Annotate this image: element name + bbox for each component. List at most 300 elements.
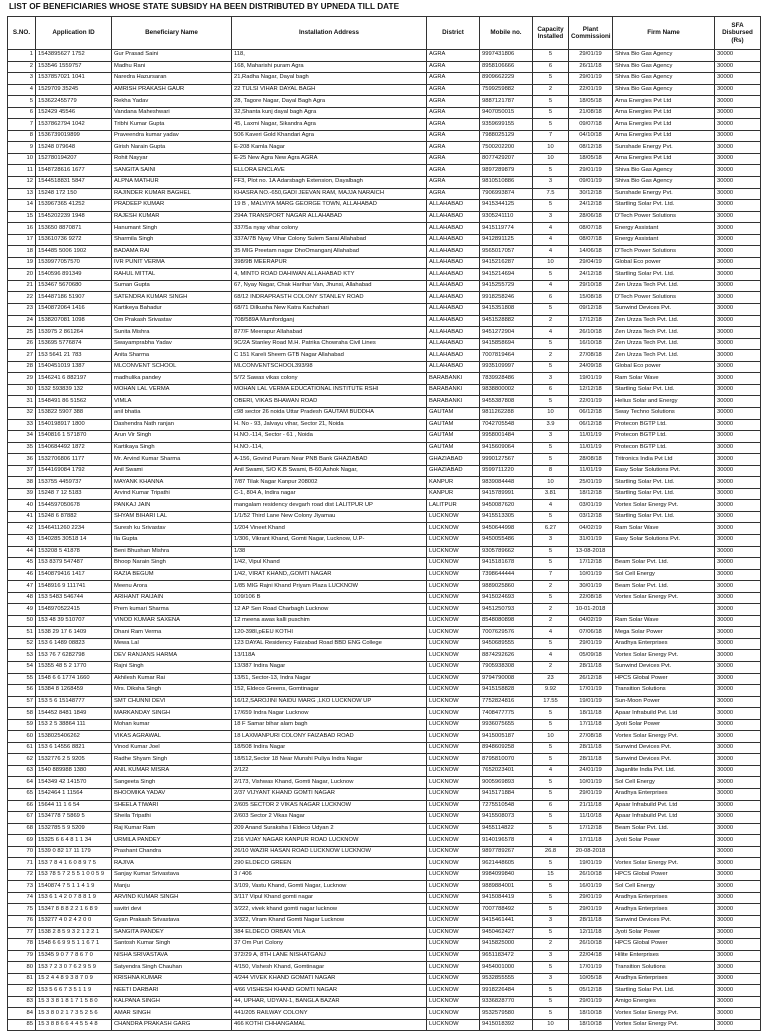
cell-firm-name: Vortex Solar Energy Pvt. [613,500,715,512]
cell-mobile-no: 9450644998 [480,523,533,535]
cell-installation-address: 21,Radha Nagar, Dayal bagh [232,73,427,85]
cell-capacity-installed: 5 [533,361,569,373]
cell-plant-commissioning: 17/11/18 [569,719,613,731]
cell-plant-commissioning: 27/08/18 [569,350,613,362]
cell-application-id: 1534778 7 5869 5 [36,812,112,824]
cell-installation-address: 708/589A Mumfordganj [232,315,427,327]
cell-installation-address: 3 / 406 [232,869,427,881]
cell-application-id: 15 2 4 4 8 9 3 8 7 0 9 [36,973,112,985]
cell-sno: 57 [8,696,36,708]
col-beneficiary-name-header: Beneficiary Name [112,17,232,50]
cell-beneficiary-name: Mohan kumar [112,719,232,731]
cell-application-id: 153467 5670680 [36,280,112,292]
cell-district: LUCKNOW [427,765,480,777]
cell-plant-commissioning: 29/01/19 [569,165,613,177]
cell-installation-address: 216 VIJAY NAGAR KANPUR ROAD LUCKNOW [232,835,427,847]
cell-firm-name: Sunwind Devices Pvt. [613,304,715,316]
cell-district: LUCKNOW [427,950,480,962]
col-district-header: District [427,17,480,50]
cell-plant-commissioning: 27/08/18 [569,731,613,743]
cell-capacity-installed: 10 [533,142,569,154]
cell-firm-name: Zen Urzza Tech Pvt. Ltd. [613,315,715,327]
cell-sno: 52 [8,638,36,650]
cell-installation-address: 4/244 VIVEK KHAND GOMATI NAGAR [232,973,427,985]
cell-district: LUCKNOW [427,719,480,731]
cell-installation-address: FF3, Plot no. 1A Adarsbagh Extension, Dayalbagh [232,177,427,189]
cell-beneficiary-name: AMAR SINGH [112,1008,232,1020]
cell-mobile-no: 9889025860 [480,581,533,593]
cell-sno: 58 [8,708,36,720]
cell-mobile-no: 9532579580 [480,1008,533,1020]
cell-firm-name: Helius Solar and Energy [613,396,715,408]
table-row [8,407,761,419]
cell-sfa-disbursed: 30000 [715,777,761,789]
cell-beneficiary-name: Suman Gupta [112,280,232,292]
cell-district: LUCKNOW [427,615,480,627]
table-row [8,304,761,316]
cell-firm-name: Arna Energies Pvt Ltd [613,119,715,131]
cell-sfa-disbursed: 30000 [715,246,761,258]
cell-sfa-disbursed: 30000 [715,488,761,500]
cell-firm-name: Apaar Infrabuild Pvt. Ltd [613,800,715,812]
cell-sfa-disbursed: 30000 [715,142,761,154]
cell-sfa-disbursed: 30000 [715,338,761,350]
cell-installation-address: c98 sector 26 noida Uttar Pradesh GAUTAM BUDDHA [232,407,427,419]
cell-sno: 73 [8,881,36,893]
cell-application-id: 1536739019899 [36,130,112,142]
cell-capacity-installed: 2 [533,350,569,362]
cell-sfa-disbursed: 30000 [715,50,761,62]
cell-application-id: 153975 2 861264 [36,327,112,339]
cell-installation-address: 2/122 [232,765,427,777]
cell-sfa-disbursed: 30000 [715,280,761,292]
cell-sfa-disbursed: 30000 [715,754,761,766]
cell-application-id: 1540451019 1387 [36,361,112,373]
cell-sfa-disbursed: 30000 [715,73,761,85]
col-sfa-disbursed-header: SFA Disbursed (Rs) [715,17,761,50]
cell-firm-name: Jyoti Solar Power [613,719,715,731]
table-row [8,789,761,801]
cell-firm-name: Easy Solar Solutions Pvt. [613,534,715,546]
cell-capacity-installed: 3 [533,916,569,928]
cell-firm-name: Vortex Solar Energy Pvt. [613,858,715,870]
cell-mobile-no: 8795810070 [480,754,533,766]
table-row [8,835,761,847]
cell-installation-address: 120-398I,pEEU KOTHI [232,627,427,639]
table-row [8,569,761,581]
cell-capacity-installed: 6 [533,384,569,396]
cell-beneficiary-name: Satyendra Singh Chauhan [112,962,232,974]
cell-beneficiary-name: BADAMA RAI [112,246,232,258]
cell-plant-commissioning: 08/07/18 [569,223,613,235]
table-row [8,696,761,708]
cell-sfa-disbursed: 30000 [715,581,761,593]
cell-firm-name: Shiva Bio Gas Agency [613,177,715,189]
table-row [8,511,761,523]
cell-sfa-disbursed: 30000 [715,130,761,142]
cell-district: ALLAHABAD [427,338,480,350]
cell-mobile-no: 9565017057 [480,246,533,258]
cell-mobile-no: 9887121787 [480,96,533,108]
cell-district: GHAZIABAD [427,454,480,466]
cell-sno: 45 [8,558,36,570]
cell-application-id: 153 48 39 510707 [36,615,112,627]
cell-beneficiary-name: madhulika pandey [112,373,232,385]
cell-sno: 44 [8,546,36,558]
cell-firm-name: Zen Urzza Tech Pvt. Ltd. [613,280,715,292]
table-row [8,638,761,650]
cell-sfa-disbursed: 30000 [715,477,761,489]
cell-application-id: 15355 48 5 2 1770 [36,661,112,673]
cell-capacity-installed: 6 [533,800,569,812]
cell-sno: 34 [8,431,36,443]
cell-mobile-no: 9412891125 [480,234,533,246]
cell-plant-commissioning: 09/01/19 [569,177,613,189]
table-row [8,234,761,246]
cell-installation-address: 28, Tagore Nagar, Dayal Bagh Agra [232,96,427,108]
cell-sfa-disbursed: 30000 [715,350,761,362]
cell-plant-commissioning: 06/12/18 [569,419,613,431]
cell-sfa-disbursed: 30000 [715,511,761,523]
cell-application-id: 15 3 8 8 6 6 4 4 5 5 4 8 [36,1019,112,1031]
cell-beneficiary-name: VINOD KUMAR SAXENA [112,615,232,627]
cell-installation-address: MOHAN LAL VERMA EDUCATIONAL INSTITUTE RSHI [232,384,427,396]
cell-installation-address: 32,Shanta kunj dayal bagh Agra [232,107,427,119]
cell-application-id: 15248 079648 [36,142,112,154]
cell-firm-name: Hilite Enterprises [613,950,715,962]
cell-district: LUCKNOW [427,558,480,570]
cell-application-id: 15345 9 0 7 7 8 6 7 0 [36,950,112,962]
cell-mobile-no: 9936075655 [480,719,533,731]
cell-district: LUCKNOW [427,592,480,604]
cell-sno: 51 [8,627,36,639]
cell-plant-commissioning: 07/06/18 [569,627,613,639]
cell-capacity-installed: 5 [533,107,569,119]
cell-capacity-installed: 5 [533,454,569,466]
cell-mobile-no: 9415024693 [480,592,533,604]
cell-sfa-disbursed: 30000 [715,812,761,824]
cell-sfa-disbursed: 30000 [715,869,761,881]
cell-beneficiary-name: Arvind Kumar Tripathi [112,488,232,500]
cell-mobile-no: 8874292626 [480,650,533,662]
cell-sfa-disbursed: 30000 [715,1008,761,1020]
cell-plant-commissioning: 12/11/18 [569,927,613,939]
cell-plant-commissioning: 04/10/18 [569,130,613,142]
cell-application-id: 1545202239 1948 [36,211,112,223]
cell-beneficiary-name: Rekha Yadav [112,96,232,108]
cell-beneficiary-name: SATENDRA KUMAR SINGH [112,292,232,304]
cell-beneficiary-name: Naredra Hazursaran [112,73,232,85]
cell-capacity-installed: 6.27 [533,523,569,535]
cell-district: AGRA [427,84,480,96]
cell-application-id: 153622455779 [36,96,112,108]
cell-mobile-no: 9897289879 [480,165,533,177]
cell-district: LUCKNOW [427,892,480,904]
cell-plant-commissioning: 11/01/19 [569,442,613,454]
table-row [8,904,761,916]
cell-sfa-disbursed: 30000 [715,881,761,893]
cell-plant-commissioning: 29/01/19 [569,789,613,801]
cell-sno: 11 [8,165,36,177]
cell-mobile-no: 9415018392 [480,1019,533,1031]
cell-beneficiary-name: PANKAJ JAIN [112,500,232,512]
cell-application-id: 154487186 51907 [36,292,112,304]
cell-sno: 15 [8,211,36,223]
cell-district: LUCKNOW [427,742,480,754]
cell-plant-commissioning: 30/12/18 [569,188,613,200]
cell-application-id: 153650 8870871 [36,223,112,235]
cell-application-id: 1540684492 1872 [36,442,112,454]
cell-installation-address: 18/512,Sector 18 Near Munshi Puliya Indra Nagar [232,754,427,766]
cell-sno: 70 [8,846,36,858]
cell-installation-address: 1/85 MIG Rajni Khand Priyam Plaza LUCKNOW [232,581,427,593]
cell-mobile-no: 8077429207 [480,153,533,165]
cell-mobile-no: 9450055486 [480,534,533,546]
cell-beneficiary-name: Rohit Nayyar [112,153,232,165]
cell-mobile-no: 9415255729 [480,280,533,292]
cell-district: LUCKNOW [427,685,480,697]
cell-installation-address: 68/12 INDRAPRASTH COLONY STANLEY ROAD [232,292,427,304]
cell-capacity-installed: 5 [533,592,569,604]
cell-firm-name: Startling Solar Pvt. Ltd. [613,511,715,523]
cell-plant-commissioning: 17/12/18 [569,823,613,835]
cell-application-id: 1538 2 8 5 9 3 2 1 2 2 1 [36,927,112,939]
cell-application-id: 1537862794 1042 [36,119,112,131]
cell-capacity-installed: 10 [533,731,569,743]
cell-application-id: 1543895627 1752 [36,50,112,62]
cell-firm-name: Sunwind Devices Pvt. [613,742,715,754]
cell-beneficiary-name: Ila Gupta [112,534,232,546]
cell-installation-address: 152, Eldeco Greens, Gomtinagar [232,685,427,697]
cell-firm-name: Transition Solutions [613,962,715,974]
cell-plant-commissioning: 24/12/18 [569,269,613,281]
cell-sfa-disbursed: 30000 [715,685,761,697]
cell-district: LUCKNOW [427,638,480,650]
cell-district: ALLAHABAD [427,200,480,212]
table-row [8,96,761,108]
cell-firm-name: Sunshade Energy Pvt. [613,142,715,154]
cell-installation-address: OBERI, VIKAS BHAWAN ROAD [232,396,427,408]
cell-sfa-disbursed: 30000 [715,546,761,558]
cell-sno: 4 [8,84,36,96]
cell-district: AGRA [427,61,480,73]
cell-district: LUCKNOW [427,534,480,546]
cell-beneficiary-name: Sunita Mishra [112,327,232,339]
cell-application-id: 1540874 7 5 1 1 4 1 9 [36,881,112,893]
cell-beneficiary-name: SANGITA PANDEY [112,927,232,939]
cell-firm-name [613,546,715,558]
cell-capacity-installed: 7 [533,130,569,142]
cell-capacity-installed: 4 [533,835,569,847]
cell-capacity-installed: 23 [533,673,569,685]
cell-mobile-no: 9838800002 [480,384,533,396]
cell-installation-address: 18 F Samar bihar alam bagh [232,719,427,731]
cell-beneficiary-name: DEV RANJANS HARMA [112,650,232,662]
cell-sno: 28 [8,361,36,373]
cell-plant-commissioning: 18/11/18 [569,708,613,720]
cell-capacity-installed: 5 [533,396,569,408]
cell-capacity-installed: 5 [533,823,569,835]
cell-firm-name: Arna Energies Pvt Ltd [613,107,715,119]
cell-mobile-no: 9811262288 [480,407,533,419]
cell-firm-name: Shiva Bio Gas Agency [613,50,715,62]
cell-sno: 64 [8,777,36,789]
table-row [8,327,761,339]
cell-beneficiary-name: Rajni Singh [112,661,232,673]
cell-application-id: 1548 6 6 1774 1660 [36,673,112,685]
cell-capacity-installed: 5 [533,708,569,720]
cell-sno: 80 [8,962,36,974]
cell-mobile-no: 9005969893 [480,777,533,789]
cell-sno: 16 [8,223,36,235]
cell-sno: 27 [8,350,36,362]
cell-beneficiary-name: Meenu Arora [112,581,232,593]
cell-district: ALLAHABAD [427,269,480,281]
table-row [8,431,761,443]
cell-sfa-disbursed: 30000 [715,673,761,685]
cell-installation-address: 5/72 Sawas vikas colony [232,373,427,385]
cell-sfa-disbursed: 30000 [715,950,761,962]
cell-application-id: 1537857021 1041 [36,73,112,85]
cell-beneficiary-name: MARKANDAY SINGH [112,708,232,720]
cell-application-id: 15248 6 87882 [36,511,112,523]
cell-installation-address: 372/29 A, 8TH LANE NISHATGANJ [232,950,427,962]
cell-capacity-installed: 5 [533,742,569,754]
cell-district: LUCKNOW [427,996,480,1008]
cell-mobile-no: 7752824816 [480,696,533,708]
cell-plant-commissioning: 18/05/18 [569,96,613,108]
beneficiary-table [7,16,761,1031]
cell-application-id: 153 6 14556 8821 [36,742,112,754]
cell-district: ALLAHABAD [427,280,480,292]
cell-district: LUCKNOW [427,777,480,789]
table-row [8,916,761,928]
cell-application-id: 15 3 8 0 2 1 7 3 5 2 5 6 [36,1008,112,1020]
cell-sno: 43 [8,534,36,546]
cell-sfa-disbursed: 30000 [715,904,761,916]
cell-sno: 22 [8,292,36,304]
cell-firm-name: Aradhya Enterprises [613,973,715,985]
cell-firm-name: Vortex Solar Energy Pvt. [613,1019,715,1031]
cell-district: AGRA [427,50,480,62]
cell-district: ALLAHABAD [427,234,480,246]
cell-firm-name: Sunwind Devices Pvt. [613,661,715,673]
table-row [8,269,761,281]
cell-district: ALLAHABAD [427,223,480,235]
cell-plant-commissioning: 26/11/18 [569,61,613,73]
cell-sno: 36 [8,454,36,466]
cell-firm-name: Apaar Infrabuild Pvt. Ltd [613,812,715,824]
table-row [8,292,761,304]
table-row [8,119,761,131]
cell-firm-name: Energy Assistant [613,234,715,246]
cell-beneficiary-name: URMILA PANDEY [112,835,232,847]
cell-sno: 14 [8,200,36,212]
cell-sfa-disbursed: 30000 [715,500,761,512]
cell-sfa-disbursed: 30000 [715,627,761,639]
cell-sfa-disbursed: 30000 [715,61,761,73]
cell-firm-name: Aradhya Enterprises [613,904,715,916]
cell-district: LUCKNOW [427,823,480,835]
cell-mobile-no: 9415171884 [480,789,533,801]
cell-beneficiary-name: Arun Vir Singh [112,431,232,443]
cell-firm-name: Zen Urzza Tech Pvt. Ltd. [613,350,715,362]
cell-beneficiary-name: CHANDRA PRAKASH GARG [112,1019,232,1031]
cell-firm-name: Global Eco power [613,361,715,373]
cell-sfa-disbursed: 30000 [715,962,761,974]
cell-district: LALITPUR [427,500,480,512]
cell-installation-address: 4/66 VISHESH KHAND GOMTI NAGAR [232,985,427,997]
cell-sfa-disbursed: 30000 [715,361,761,373]
cell-district: BARABANKI [427,384,480,396]
table-row [8,777,761,789]
cell-capacity-installed: 7.5 [533,188,569,200]
cell-district: LUCKNOW [427,511,480,523]
cell-firm-name: HPCS Global Power [613,673,715,685]
cell-firm-name: Shiva Bio Gas Agency [613,73,715,85]
cell-sfa-disbursed: 30000 [715,558,761,570]
cell-mobile-no: 9984099840 [480,869,533,881]
cell-firm-name: Global Eco power [613,257,715,269]
table-row [8,396,761,408]
cell-installation-address: 1/42, VIRAT KHAND,,GOMTI NAGAR [232,569,427,581]
cell-mobile-no: 9415084419 [480,892,533,904]
table-row [8,61,761,73]
cell-plant-commissioning: 21/08/18 [569,107,613,119]
cell-capacity-installed: 4 [533,223,569,235]
cell-firm-name: Jyoti Solar Power [613,835,715,847]
cell-district: LUCKNOW [427,858,480,870]
cell-installation-address: 1/306, Vikrant Khand, Gomti Nagar, Lucknow, U.P- [232,534,427,546]
cell-plant-commissioning: 17/01/19 [569,962,613,974]
cell-beneficiary-name: savitri devi [112,904,232,916]
cell-application-id: 1544518831 5847 [36,177,112,189]
cell-installation-address: 290 ELDECO GREEN [232,858,427,870]
col-capacity-installed-header: Capacity Installed [533,17,569,50]
cell-capacity-installed: 26.8 [533,846,569,858]
cell-beneficiary-name: AMRISH PRAKASH GAUR [112,84,232,96]
cell-plant-commissioning: 28/11/18 [569,916,613,928]
cell-sfa-disbursed: 30000 [715,592,761,604]
cell-firm-name: Tritronics India Pvt Ltd [613,454,715,466]
cell-mobile-no: 9415216287 [480,257,533,269]
cell-mobile-no: 9455114822 [480,823,533,835]
col-firm-name-header: Firm Name [613,17,715,50]
table-row [8,892,761,904]
cell-beneficiary-name: RAJESH KUMAR [112,211,232,223]
cell-application-id: 1540198917 1800 [36,419,112,431]
cell-installation-address: 4/150, Vishesh Khand, Gomtinagar [232,962,427,974]
table-row [8,846,761,858]
table-row [8,73,761,85]
cell-mobile-no: 9415214694 [480,269,533,281]
cell-installation-address: 118, [232,50,427,62]
cell-sfa-disbursed: 30000 [715,396,761,408]
cell-installation-address: 384 ELDECO ORBAN VILA [232,927,427,939]
cell-application-id: 15 3 3 8 1 8 1 7 1 5 8 0 [36,996,112,1008]
cell-application-id: 153 6 1489 08823 [36,638,112,650]
cell-firm-name: Sol Cell Energy [613,569,715,581]
cell-installation-address: 3/322, Viram Khand Gomti Nagar Lucknow [232,916,427,928]
table-row [8,731,761,743]
cell-mobile-no: 7275510548 [480,800,533,812]
cell-sno: 60 [8,731,36,743]
col-installation-address-header: Installation Address [232,17,427,50]
cell-application-id: 1548916 9 111741 [36,581,112,593]
cell-firm-name: Vortex Solar Energy Pvt. [613,650,715,662]
cell-capacity-installed: 3 [533,950,569,962]
cell-plant-commissioning: 29/10/18 [569,280,613,292]
